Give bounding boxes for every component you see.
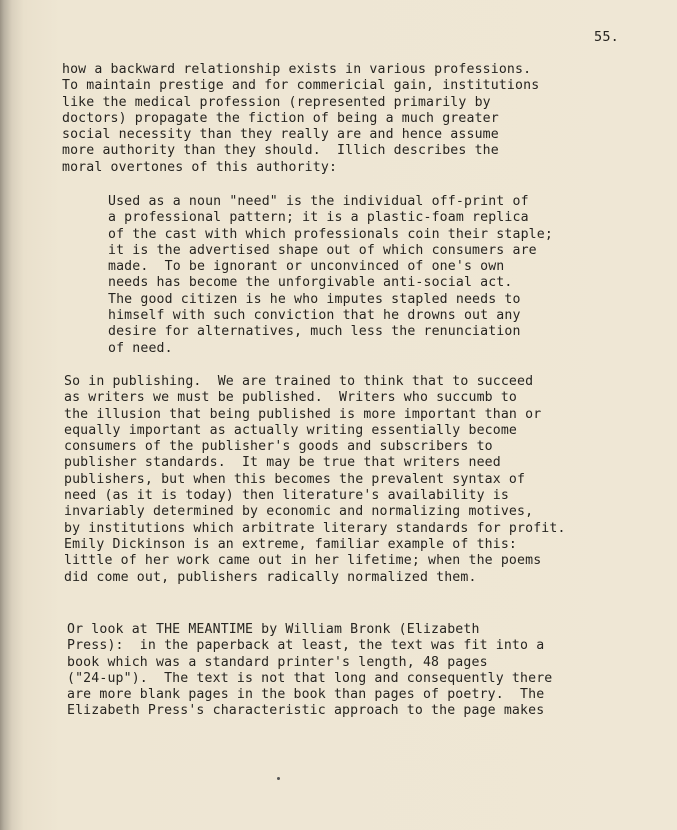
block-quote-illich: Used as a noun "need" is the individual off-print of a professional pattern; it is a plastic-foam replica of the cast with which professionals coin their staple; it is the advertised shape out of which consumers are made. To be ignorant or unconvinced of one's own needs has become the unforgivable anti-social act. The good citizen is he who imputes stapled needs to himself with such conviction that he drowns out any desire for alternatives, much less the renunciation of need. bbox=[108, 194, 553, 356]
paragraph-publishing: So in publishing. We are trained to think that to succeed as writers we must be published. Writers who succumb to the illusion that being published is more important than or equally important as actually writing essentially become consumers of the publisher's goods and subscribers to publisher standards. It may be true that writers need publishers, but when this becomes the prevalent syntax of need (as it is today) then literature's availability is invariably determined by economic and normalizing motives, by institutions which arbitrate literary standards for profit. Emily Dickinson is an extreme, familiar example of this: little of her work came out in her lifetime; when the poems did come out, publishers radically normalized them. bbox=[64, 374, 566, 585]
page-number: 55. bbox=[594, 29, 619, 45]
paragraph-meantime: Or look at THE MEANTIME by William Bronk (Elizabeth Press): in the paperback at least, the text was fit into a book which was a standard printer's length, 48 pages ("24-up"). The text is not that long and consequently there are more blank pages in the book than pages of poetry. The Elizabeth Press's characteristic approach to the page makes bbox=[67, 622, 553, 719]
ink-speck bbox=[277, 777, 280, 780]
paragraph-professions: how a backward relationship exists in various professions. To maintain prestige and for commericial gain, institutions like the medical profession (represented primarily by doctors) propagate the fiction of being a much greater social necessity than they really are and hence assume more authority than they should. Illich describes the moral overtones of this authority: bbox=[62, 62, 540, 175]
